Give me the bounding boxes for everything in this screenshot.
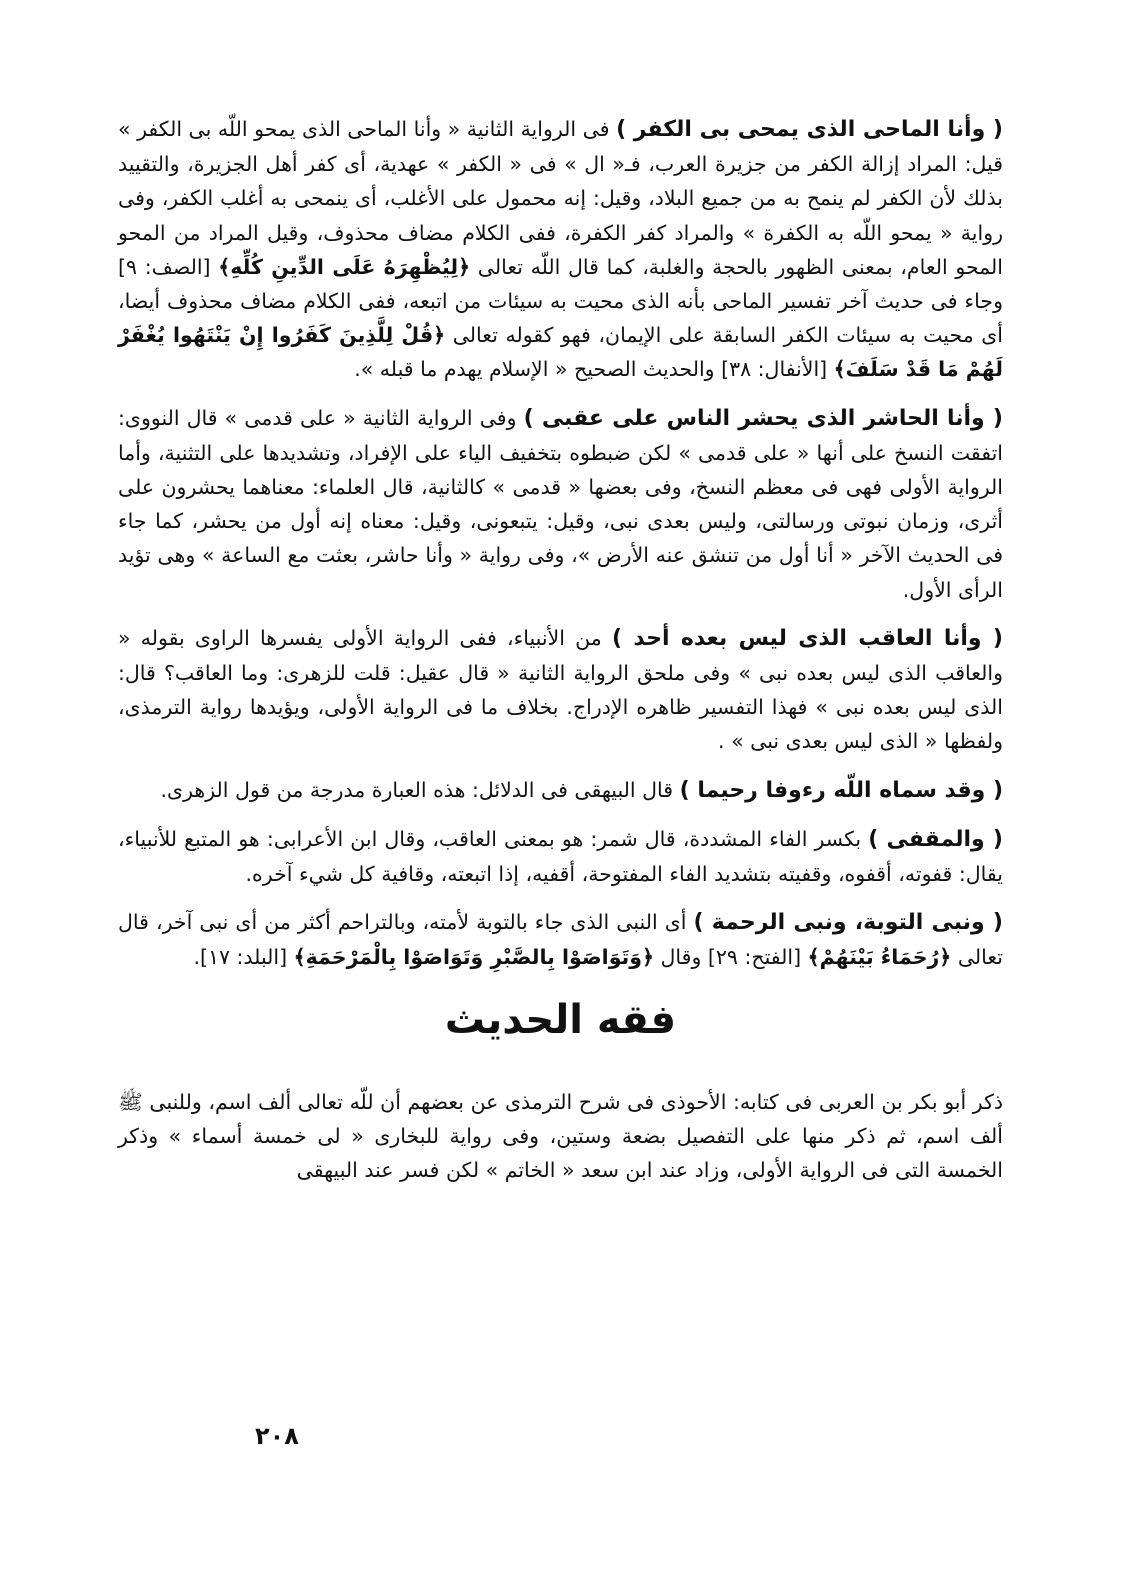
- paragraph-fiqh: [118, 1085, 1003, 1188]
- paragraph-text: قال البيهقى فى الدلائل: هذه العبارة مدرجة من قول الزهرى.: [160, 777, 674, 802]
- paragraph-lead: ( ونبى التوبة، ونبى الرحمة ): [693, 910, 1003, 936]
- quran-verse: ﴿لِيُظْهِرَهُ عَلَى الدِّينِ كُلِّهِ﴾: [218, 254, 471, 279]
- paragraph-text: [الصف: ٩] وجاء فى حديث آخر تفسير الماحى بأنه الذى محيت به سيئات من اتبعه، ففى الكلام مضاف محذوف أيضا، أى محيت به سيئات الكفر السابقة على الإيمان، فهو كقوله تعالى: [118, 254, 1003, 348]
- paragraph-text: [الفتح: ٢٩] وقال: [654, 945, 808, 970]
- quran-verse: ﴿رُحَمَاءُ بَيْنَهُمْ﴾: [807, 945, 952, 970]
- section-title: فقه الحديث: [444, 996, 677, 1043]
- paragraph-text: ذكر أبو بكر بن العربى فى كتابه: الأحوذى فى شرح الترمذى عن بعضهم أن للّه تعالى ألف اسم، وللنبى ﷺ ألف اسم، ثم ذكر منها على التفصيل بضعة وستين، وفى رواية للبخارى « لى خمسة أسماء » وذكر الخمسة التى فى الرواية الأولى، وزاد عند ابن سعد « الخاتم » لكن فسر عند البيهقى: [118, 1089, 1003, 1183]
- paragraph-al-aqib: [118, 621, 1003, 759]
- paragraph-al-muqaffi: [118, 822, 1003, 891]
- paragraph-lead: ( وأنا العاقب الذى ليس بعده أحد ): [611, 625, 1003, 651]
- paragraph-text: فى الرواية الثانية « وأنا الماحى الذى يمحو اللّه بى الكفر » قيل: المراد إزالة الكفر من جزيرة العرب، فـ« ال » فى « الكفر » عهدية، أى كفر أهل الجزيرة، والتقييد بذلك لأن الكفر لم ينمح به من جميع البلاد، وقيل: إنه محمول على الأغلب، أى ينمحى به أغلب الكفر، وفى رواية « يمحو اللّه به الكفرة » والمراد كفر الكفرة، ففى الكلام مضاف محذوف، وقيل المراد من المحو المحو العام، بمعنى الظهور بالحجة والغلبة، كما قال اللّه تعالى: [118, 117, 1003, 279]
- paragraph-text: أى النبى الذى جاء بالتوبة لأمته، وبالتراحم أكثر من أى نبى آخر، قال تعالى: [118, 910, 1003, 970]
- quran-verse: ﴿وَتَوَاصَوْا بِالصَّبْرِ وَتَوَاصَوْا بِالْمَرْحَمَةِ﴾: [293, 945, 655, 970]
- page-number: ٢٠٨: [255, 1422, 299, 1450]
- paragraph-al-hashir: [118, 401, 1003, 607]
- paragraph-nabi-al-tawba: [118, 905, 1003, 974]
- paragraph-text: [الأنفال: ٣٨] والحديث الصحيح « الإسلام يهدم ما قبله ».: [354, 357, 834, 382]
- page-body: [118, 112, 1003, 1201]
- quran-verse: ﴿قُلْ لِلَّذِينَ كَفَرُوا إِنْ يَنْتَهُوا يُغْفَرْ لَهُمْ مَا قَدْ سَلَفَ﴾: [118, 323, 1003, 382]
- paragraph-raufan-rahiman: [118, 773, 1003, 808]
- paragraph-lead: ( وقد سماه اللّه رءوفا رحيما ): [679, 777, 1003, 803]
- paragraph-lead: ( والمقفى ): [868, 826, 1003, 852]
- paragraph-al-mahi: [118, 112, 1003, 387]
- paragraph-text: بكسر الفاء المشددة، قال شمر: هو بمعنى العاقب، وقال ابن الأعرابى: هو المتبع للأنبياء، يقال: قفوته، أقفوه، وقفيته بتشديد الفاء المفتوحة، أقفيه، إذا اتبعته، وقافية كل شيء آخره.: [118, 826, 1003, 887]
- paragraph-lead: ( وأنا الحاشر الذى يحشر الناس على عقبى ): [523, 405, 1003, 431]
- paragraph-text: من الأنبياء، ففى الرواية الأولى يفسرها الراوى بقوله « والعاقب الذى ليس بعده نبى » وفى ملحق الرواية الثانية « قال عقيل: قلت للزهرى: وما العاقب؟ قال: الذى ليس بعده نبى » فهذا التفسير ظاهره الإدراج. بخلاف ما فى الرواية الأولى، ويؤيدها رواية الترمذى، ولفظها « الذى ليس بعدى نبى » .: [118, 625, 1003, 754]
- paragraph-text: وفى الرواية الثانية « على قدمى » قال النووى: اتفقت النسخ على أنها « على قدمى » لكن ضبطوه بتخفيف الياء على الإفراد، وتشديدها على التثنية، وأما الرواية الأولى فهى فى معظم النسخ، وفى بعضها « قدمى » كالثانية، قال العلماء: معناهما يحشرون على أثرى، وزمان نبوتى ورسالتى، وليس بعدى نبى، وقيل: يتبعونى، وقيل: معناه إنه أول من يحشر، كما جاء فى الحديث الآخر « أنا أول من تنشق عنه الأرض »، وفى رواية « وأنا حاشر، بعثت مع الساعة » وهى تؤيد الرأى الأول.: [118, 405, 1003, 602]
- paragraph-text: [البلد: ١٧].: [193, 945, 294, 970]
- paragraph-lead: ( وأنا الماحى الذى يمحى بى الكفر ): [616, 117, 1003, 142]
